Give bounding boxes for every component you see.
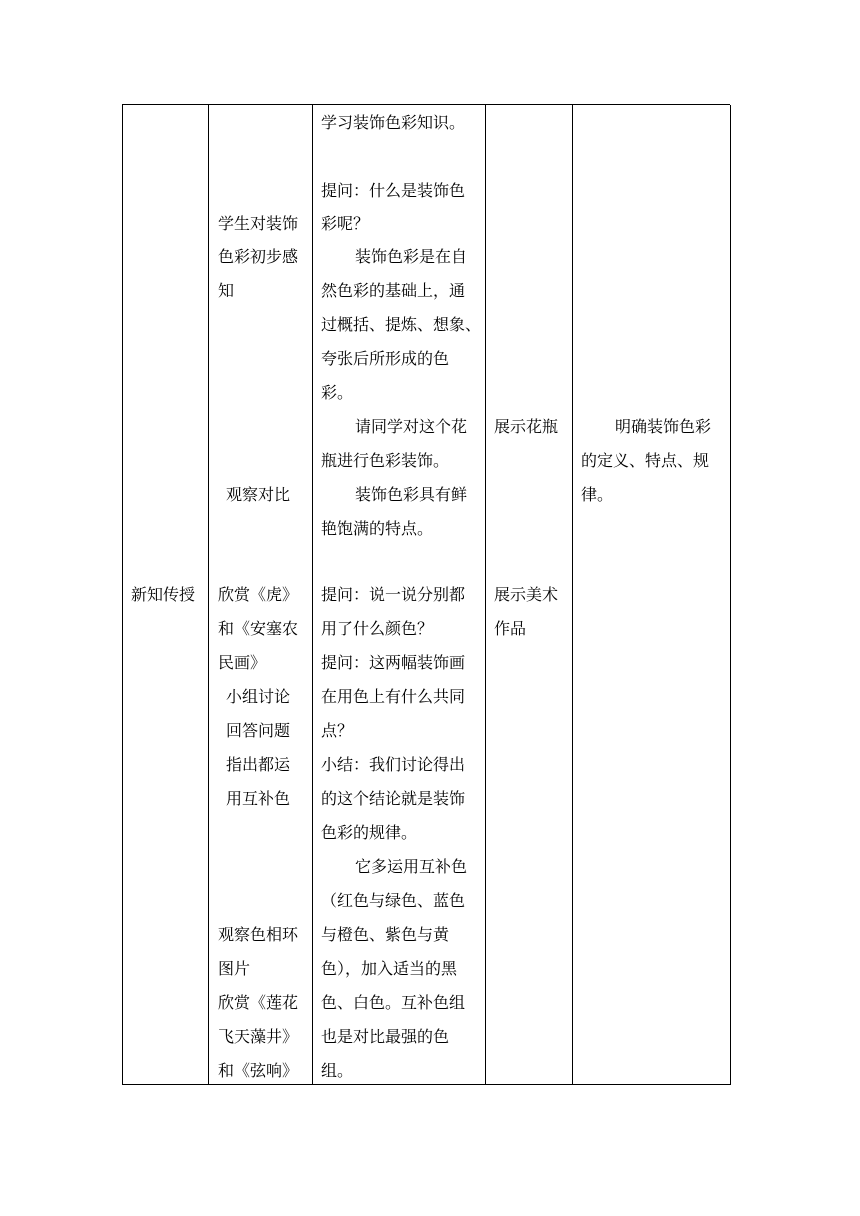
media-line: 作品: [494, 619, 527, 638]
teaching-content-line: 点？: [321, 721, 354, 740]
teaching-content-line: 组。: [321, 1061, 354, 1080]
teaching-content-line: 色彩的规律。: [321, 823, 418, 842]
student-activity-line: 飞天藻井》: [218, 1027, 299, 1046]
media-line: 展示花瓶: [494, 417, 559, 436]
teaching-content-line: 色、白色。互补色组: [321, 993, 466, 1012]
student-activity-line: 指出都运: [226, 755, 291, 774]
column-design-intent: [573, 105, 731, 1085]
teaching-content-line: 用了什么颜色？: [321, 619, 434, 638]
teaching-content-line: 然色彩的基础上，通: [321, 281, 466, 300]
design-intent-line: 的定义、特点、规: [581, 451, 710, 470]
student-activity-line: 回答问题: [226, 721, 291, 740]
student-activity-line: 色彩初步感: [218, 247, 299, 266]
teaching-content-line: 小结：我们讨论得出: [321, 755, 466, 774]
student-activity-line: 和《安塞农: [218, 619, 299, 638]
table-bottom-border: [123, 1084, 730, 1085]
teaching-content-line: 的这个结论就是装饰: [321, 789, 466, 808]
teaching-content-line: 装饰色彩是在自: [355, 247, 468, 266]
student-activity-line: 民画》: [218, 653, 267, 672]
student-activity-line: 观察色相环: [218, 925, 299, 944]
teaching-content-line: 色），加入适当的黑: [321, 959, 458, 978]
teaching-content-line: 提问：说一说分别都: [321, 585, 466, 604]
teaching-content-line: 艳饱满的特点。: [321, 519, 434, 538]
teaching-content-line: 瓶进行色彩装饰。: [321, 451, 450, 470]
student-activity-line: 观察对比: [226, 485, 291, 504]
student-activity-line: 欣赏《虎》: [218, 585, 299, 604]
teaching-content-line: 学习装饰色彩知识。: [321, 113, 466, 132]
teaching-content-line: 请同学对这个花: [355, 417, 468, 436]
design-intent-line: 律。: [581, 485, 614, 504]
teaching-content-line: 过概括、提炼、想象、: [321, 315, 482, 334]
student-activity-line: 和《弦响》: [218, 1061, 299, 1080]
teaching-content-line: 在用色上有什么共同: [321, 687, 466, 706]
teaching-content-line: 夸张后所形成的色: [321, 349, 450, 368]
teaching-content-line: （红色与绿色、蓝色: [321, 891, 466, 910]
student-activity-line: 欣赏《莲花: [218, 993, 299, 1012]
student-activity-line: 图片: [218, 959, 251, 978]
teaching-content-line: 彩呢？: [321, 214, 370, 233]
stage-label: 新知传授: [131, 585, 196, 604]
teaching-content-line: 它多运用互补色: [355, 857, 468, 876]
student-activity-line: 知: [218, 281, 235, 300]
student-activity-line: 学生对装饰: [218, 214, 299, 233]
teaching-content-line: 也是对比最强的色: [321, 1027, 450, 1046]
teaching-content-line: 提问：什么是装饰色: [321, 181, 466, 200]
media-line: 展示美术: [494, 585, 559, 604]
teaching-content-line: 彩。: [321, 383, 354, 402]
lesson-plan-table: [122, 104, 730, 1085]
teaching-content-line: 装饰色彩具有鲜: [355, 485, 468, 504]
design-intent-line: 明确装饰色彩: [615, 417, 712, 436]
student-activity-line: 小组讨论: [226, 687, 291, 706]
student-activity-line: 用互补色: [226, 789, 291, 808]
teaching-content-line: 与橙色、紫色与黄: [321, 925, 450, 944]
teaching-content-line: 提问：这两幅装饰画: [321, 653, 466, 672]
